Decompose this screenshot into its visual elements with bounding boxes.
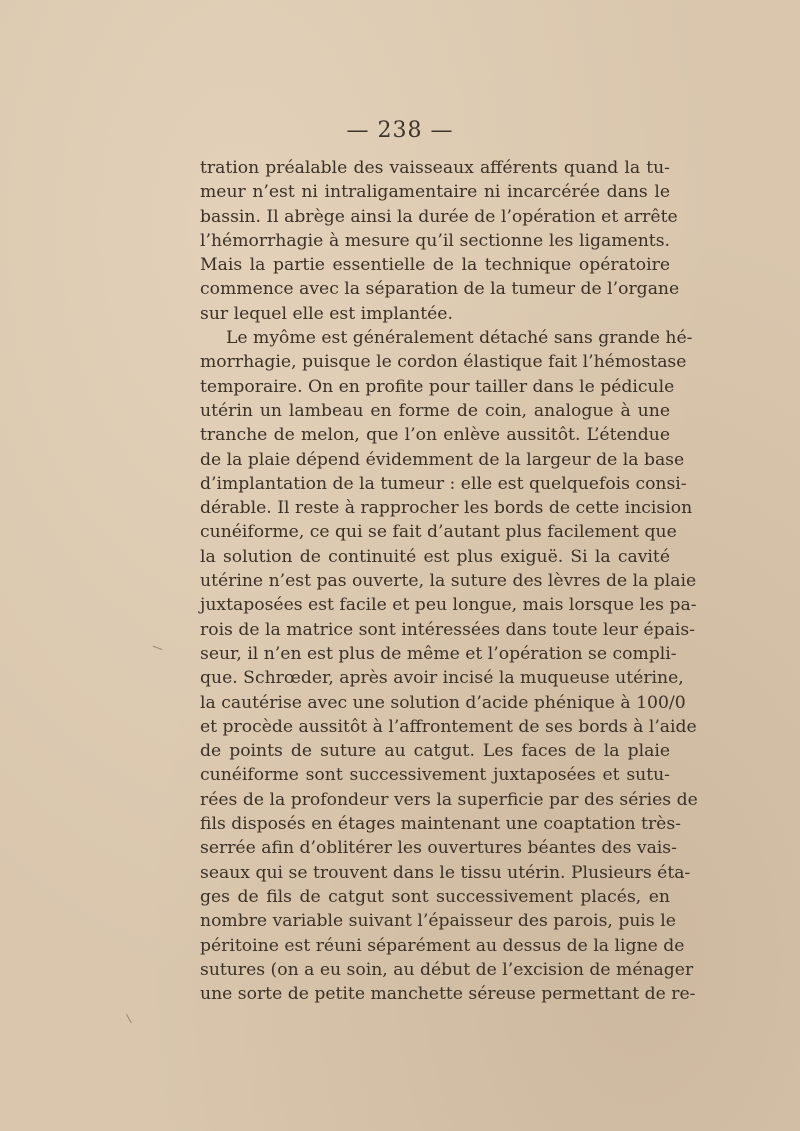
text-line: péritoine est réuni séparément au dessus de la ligne de <box>200 935 685 956</box>
text-line: la cautérise avec une solution d’acide phénique à 100/0 <box>200 692 686 713</box>
text-line: serrée afin d’oblitérer les ouvertures béantes des vais- <box>200 838 677 859</box>
text-line: et procède aussitôt à l’affrontement de ses bords à l’aide <box>200 716 697 737</box>
text-line: temporaire. On en profite pour tailler dans le pédicule <box>200 376 675 397</box>
text-line: tranche de melon, que l’on enlève aussitôt. L’étendue <box>200 425 670 446</box>
body-text <box>200 156 698 1006</box>
text-line: de la plaie dépend évidemment de la largeur de la base <box>200 449 685 470</box>
text-line: meur n’est ni intraligamentaire ni incarcérée dans le <box>200 182 670 203</box>
text-line: la solution de continuité est plus exiguë. Si la cavité <box>200 546 670 567</box>
text-line: utérine n’est pas ouverte, la suture des lèvres de la plaie <box>200 571 697 592</box>
text-line: de points de suture au catgut. Les faces de la plaie <box>200 741 670 762</box>
text-line: fils disposés en étages maintenant une coaptation très- <box>200 814 681 835</box>
text-line: nombre variable suivant l’épaisseur des parois, puis le <box>200 911 676 932</box>
text-line: une sorte de petite manchette séreuse permettant de re- <box>200 984 696 1005</box>
page-number: — 238 — <box>346 118 454 143</box>
text-line: juxtaposées est facile et peu longue, mais lorsque les pa- <box>200 595 697 616</box>
text-line: dérable. Il reste à rapprocher les bords de cette incision <box>200 498 693 519</box>
paper-speck <box>126 1011 137 1023</box>
text-line: l’hémorrhagie à mesure qu’il sectionne les ligaments. <box>200 230 670 251</box>
text-line: rois de la matrice sont intéressées dans toute leur épais- <box>200 619 695 640</box>
text-line: cunéiforme, ce qui se fait d’autant plus facilement que <box>200 522 677 543</box>
text-line: commence avec la séparation de la tumeur de l’organe <box>200 279 680 300</box>
text-line: seaux qui se trouvent dans le tissu utérin. Plusieurs éta- <box>200 862 691 883</box>
text-line: Le myôme est généralement détaché sans grande hé- <box>226 328 693 349</box>
text-line: bassin. Il abrège ainsi la durée de l’opération et arrête <box>200 206 678 227</box>
text-line: seur, il n’en est plus de même et l’opération se compli- <box>200 643 677 664</box>
text-line: sutures (on a eu soin, au début de l’excision de ménager <box>200 959 694 980</box>
text-line: d’implantation de la tumeur : elle est quelquefois consi- <box>200 473 687 494</box>
text-line: Mais la partie essentielle de la technique opératoire <box>200 255 670 276</box>
text-line: cunéiforme sont successivement juxtaposées et sutu- <box>200 765 670 786</box>
text-line: ges de fils de catgut sont successivement placés, en <box>200 886 670 907</box>
text-line: que. Schrœder, après avoir incisé la muqueuse utérine, <box>200 668 684 689</box>
paper-speck <box>153 640 165 650</box>
text-line: sur lequel elle est implantée. <box>200 303 453 324</box>
text-line: tration préalable des vaisseaux afférents quand la tu- <box>200 158 670 178</box>
text-line: utérin un lambeau en forme de coin, analogue à une <box>200 400 670 421</box>
text-line: morrhagie, puisque le cordon élastique fait l’hémostase <box>200 352 687 373</box>
text-line: rées de la profondeur vers la superficie par des séries de <box>200 789 698 810</box>
